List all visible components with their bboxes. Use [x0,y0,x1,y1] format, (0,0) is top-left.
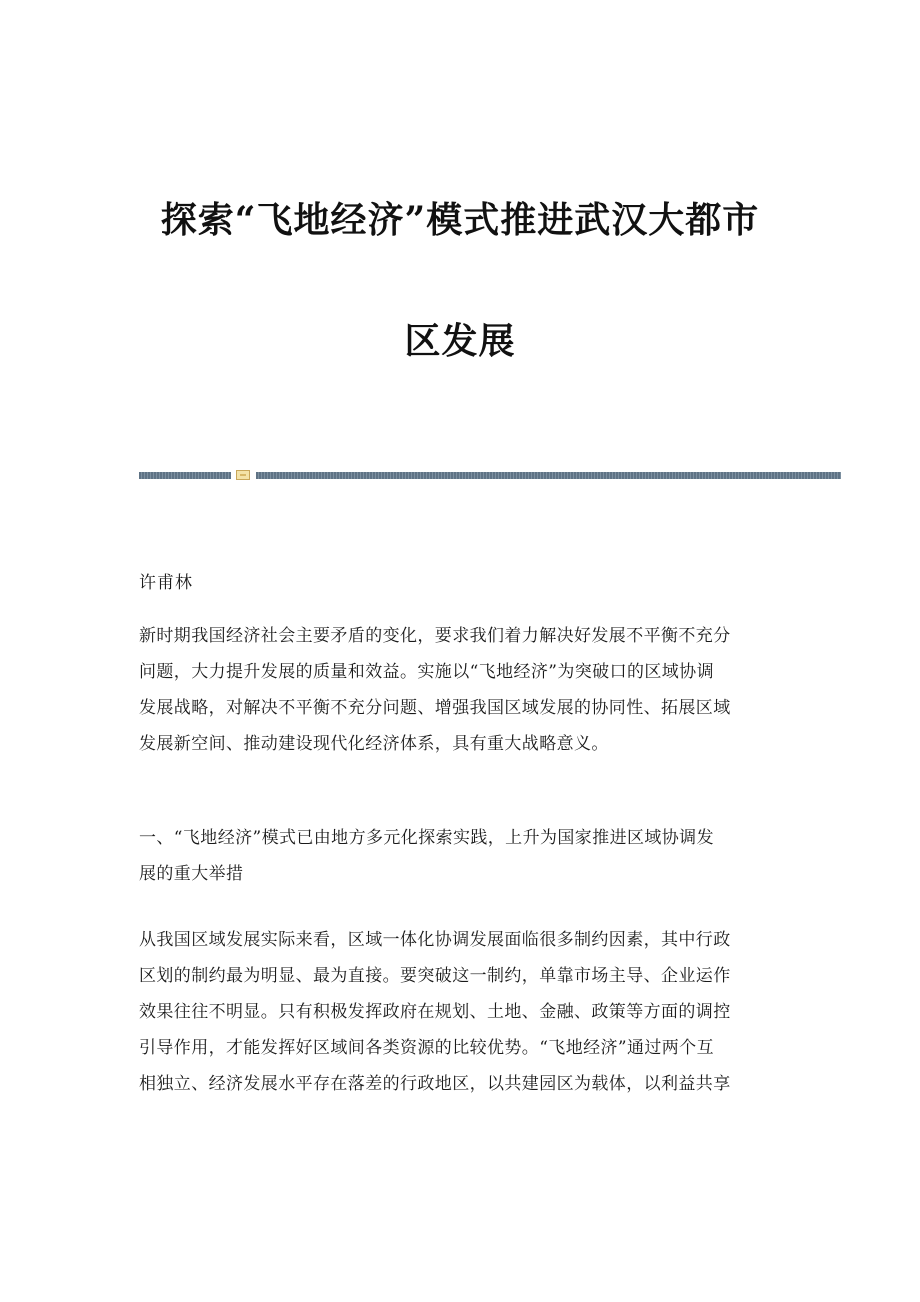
heading-line: 展的重大举措 [139,864,244,884]
author-name: 许甫林 [139,573,193,593]
paragraph-line: 新时期我国经济社会主要矛盾的变化，要求我们着力解决好发展不平衡不充分 [139,626,731,646]
section-heading-1 [139,820,779,892]
paragraph-line: 引导作用，才能发挥好区域间各类资源的比较优势。“飞地经济”通过两个互 [139,1038,714,1058]
paragraph-line: 从我国区域发展实际来看，区域一体化协调发展面临很多制约因素，其中行政 [139,930,731,950]
divider-ornament-icon [236,470,250,480]
divider-bar-right [256,472,841,479]
divider-bar-left [139,472,231,479]
paragraph-line: 区划的制约最为明显、最为直接。要突破这一制约，单靠市场主导、企业运作 [139,966,731,986]
paragraph-line: 发展战略，对解决不平衡不充分问题、增强我国区域发展的协同性、拓展区域 [139,698,731,718]
paragraph-body [139,922,779,1102]
paragraph-line: 问题，大力提升发展的质量和效益。实施以“飞地经济”为突破口的区域协调 [139,662,714,682]
title-divider [139,470,841,480]
paragraph-line: 发展新空间、推动建设现代化经济体系，具有重大战略意义。 [139,734,609,754]
paragraph-intro [139,618,779,762]
paragraph-line: 相独立、经济发展水平存在落差的行政地区，以共建园区为载体，以利益共享 [139,1074,731,1094]
document-title-line-2: 区发展 [404,320,516,362]
heading-line: 一、“飞地经济”模式已由地方多元化探索实践，上升为国家推进区域协调发 [139,828,714,848]
document-title-line-1: 探索“飞地经济”模式推进武汉大都市 [160,199,760,241]
paragraph-line: 效果往往不明显。只有积极发挥政府在规划、土地、金融、政策等方面的调控 [139,1002,731,1022]
